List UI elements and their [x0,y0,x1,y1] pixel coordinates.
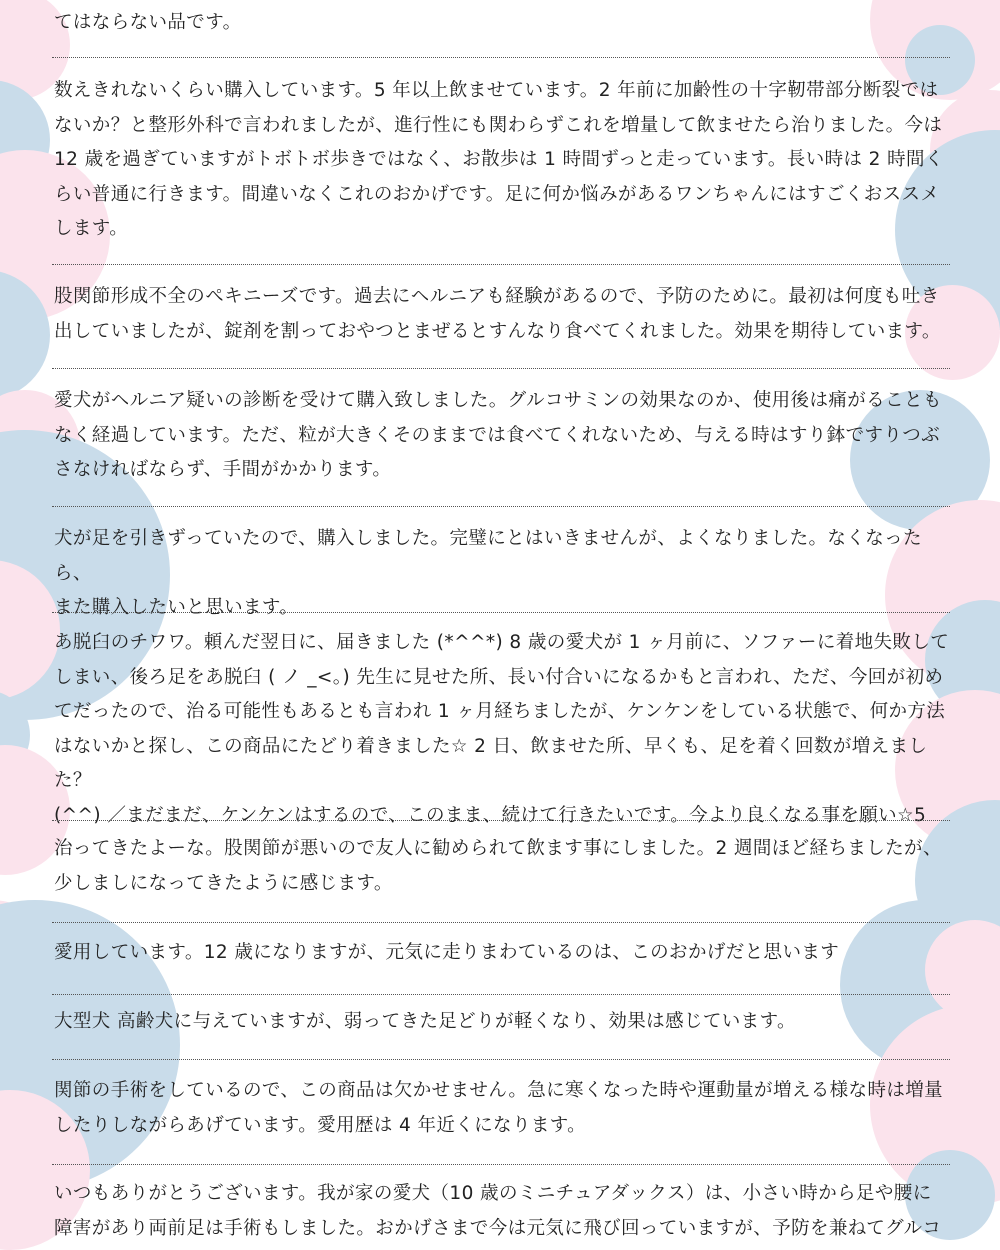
review-text: 愛犬がヘルニア疑いの診断を受けて購入致しました。グルコサミンの効果なのか、使用後は痛がることも なく経過しています。ただ、粒が大きくそのままでは食べてくれないため、与える時はすり鉢ですりつぶ さなければならず、手間がかかります。 [54,390,942,480]
dotted-divider [52,368,950,369]
dotted-divider [52,994,950,995]
dotted-divider [52,922,950,923]
dotted-divider [52,1164,950,1165]
dotted-divider [52,820,950,821]
review-text: 愛用しています。12 歳になりますが、元気に走りまわているのは、このおかげだと思います [54,942,840,963]
dotted-divider [52,612,950,613]
review-text: 治ってきたよーな。股関節が悪いので友人に勧められて飲ます事にしました。2 週間ほど経ちましたが、 少しましになってきたように感じます。 [54,838,942,894]
review-text: 股関節形成不全のペキニーズです。過去にヘルニアも経験があるので、予防のために。最初は何度も吐き 出していましたが、錠剤を割っておやつとまぜるとすんなり食べてくれました。効果を期待しています。 [54,286,941,342]
review-text: あ脱臼のチワワ。頼んだ翌日に、届きました (*^^*) 8 歳の愛犬が 1 ヶ月前に、ソファーに着地失敗して しまい、後ろ足をあ脱臼 ( ノ _<。) 先生に見せた所、長い付合いになるかもと言われ、ただ、今回が初め てだったので、治る可能性もあるとも言われ 1 ヶ月経ちましたが、ケンケンをしている状態で、何か方法 はないかと探し、この商品にたどり着きました☆ 2 日、飲ませた所、早くも、足を着く回数が増えました？ (^^) ／まだまだ、ケンケンはするので、このまま、続けて行きたいです。今より良くなる事を願い☆5 [54,632,950,826]
review-text: 大型犬 高齢犬に与えていますが、弱ってきた足どりが軽くなり、効果は感じています。 [54,1011,796,1032]
dotted-divider [52,1059,950,1060]
review-text: 犬が足を引きずっていたので、購入しました。完璧にとはいきませんが、よくなりました。なくなったら、 また購入したいと思います。 [54,528,922,618]
review-text: 関節の手術をしているので、この商品は欠かせません。急に寒くなった時や運動量が増える様な時は増量 したりしながらあげています。愛用歴は 4 年近くになります。 [54,1080,944,1136]
dotted-divider [52,57,950,58]
review-text: てはならない品です。 [54,12,242,33]
review-text: 数えきれないくらい購入しています。5 年以上飲ませています。2 年前に加齢性の十字靭帯部分断裂では ないか？と整形外科で言われましたが、進行性にも関わらずこれを増量して飲ませたら治りました。今は 12 歳を過ぎていますがトボトボ歩きではなく、お散歩は 1 時間ずっと走っています。長い時は 2 時間く らい普通に行きます。間違いなくこれのおかげです。足に何か悩みがあるワンちゃんにはすごくおススメ します。 [54,80,944,239]
review-text: いつもありがとうございます。我が家の愛犬（10 歳のミニチュアダックス）は、小さい時から足や腰に 障害があり両前足は手術もしました。おかげさまで今は元気に飛び回っていますが、予防を兼ねてグルコ [54,1183,942,1239]
dotted-divider [52,264,950,265]
dotted-divider [52,506,950,507]
